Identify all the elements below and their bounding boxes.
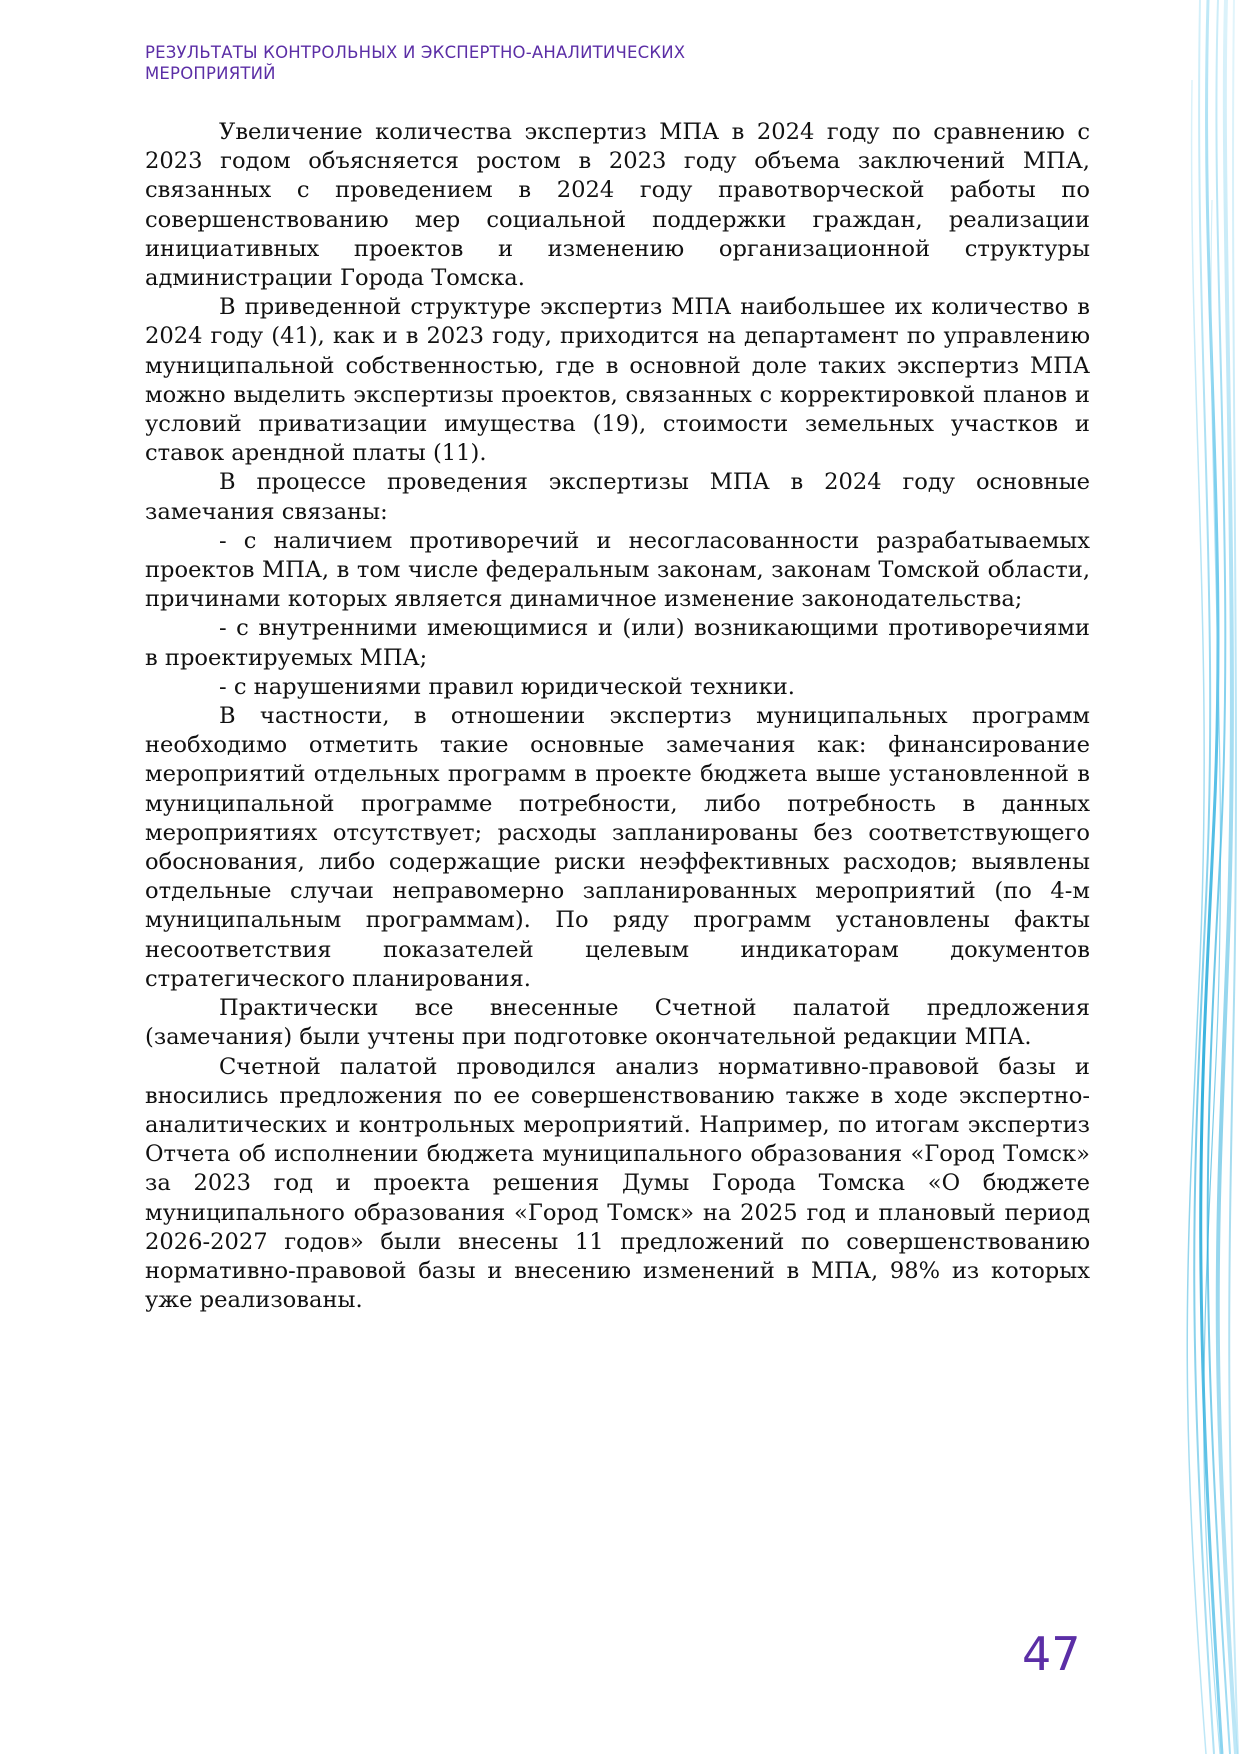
running-header <box>145 42 845 84</box>
paragraph-remark-internal: - с внутренними имеющимися и (или) возникающими противоречиями в проектируемых МПА; <box>145 615 1090 671</box>
paragraph-remark-contradictions: - с наличием противоречий и несогласованности разрабатываемых проектов МПА, в том числе федеральным законам, законам Томской области, причинами которых является динамичное изменение законодательства; <box>145 527 1090 613</box>
paragraph-proposals-accepted: Практически все внесенные Счетной палатой предложения (замечания) были учтены при подготовке окончательной редакции МПА. <box>145 995 1090 1051</box>
running-header-line-1: РЕЗУЛЬТАТЫ КОНТРОЛЬНЫХ И ЭКСПЕРТНО-АНАЛИТИЧЕСКИХ <box>145 43 686 62</box>
body-text <box>145 118 1090 1315</box>
paragraph-expertise-increase: Увеличение количества экспертиз МПА в 2024 году по сравнению с 2023 годом объясняется ростом в 2023 году объема заключений МПА, связанных с проведением в 2024 году правотворческой работы по совершенствованию мер социальной поддержки граждан, реализации инициативных проектов и изменению организационной структуры администрации Города Томска. <box>145 119 1090 292</box>
page-number: 47 <box>1022 1627 1081 1681</box>
paragraph-regulatory-analysis: Счетной палатой проводился анализ нормативно-правовой базы и вносились предложения по ее совершенствованию также в ходе экспертно-аналитических и контрольных мероприятий. Например, по итогам экспертиз Отчета об исполнении бюджета муниципального образования «Город Томск» за 2023 год и проекта решения Думы Города Томска «О бюджете муниципального образования «Город Томск» на 2025 год и плановый период 2026-2027 годов» были внесены 11 предложений по совершенствованию нормативно-правовой базы и внесению изменений в МПА, 98% из которых уже реализованы. <box>145 1053 1090 1314</box>
paragraph-remarks-intro: В процессе проведения экспертизы МПА в 2024 году основные замечания связаны: <box>145 469 1090 525</box>
running-header-line-2: МЕРОПРИЯТИЙ <box>145 64 276 83</box>
decorative-swirl-border <box>1130 0 1240 1754</box>
paragraph-structure: В приведенной структуре экспертиз МПА наибольшее их количество в 2024 году (41), как и в 2023 году, приходится на департамент по управлению муниципальной собственностью, где в основной доле таких экспертиз МПА можно выделить экспертизы проектов, связанных с корректировкой планов и условий приватизации имущества (19), стоимости земельных участков и ставок арендной платы (11). <box>145 294 1090 467</box>
paragraph-municipal-programs: В частности, в отношении экспертиз муниципальных программ необходимо отметить такие основные замечания как: финансирование мероприятий отдельных программ в проекте бюджета выше установленной в муниципальной программе потребности, либо потребность в данных мероприятиях отсутствует; расходы запланированы без соответствующего обоснования, либо содержащие риски неэффективных расходов; выявлены отдельные случаи неправомерно запланированных мероприятий (по 4-м муниципальным программам). По ряду программ установлены факты несоответствия показателей целевым индикаторам документов стратегического планирования. <box>145 703 1090 992</box>
paragraph-remark-legal-technique: - с нарушениями правил юридической техники. <box>219 673 795 700</box>
